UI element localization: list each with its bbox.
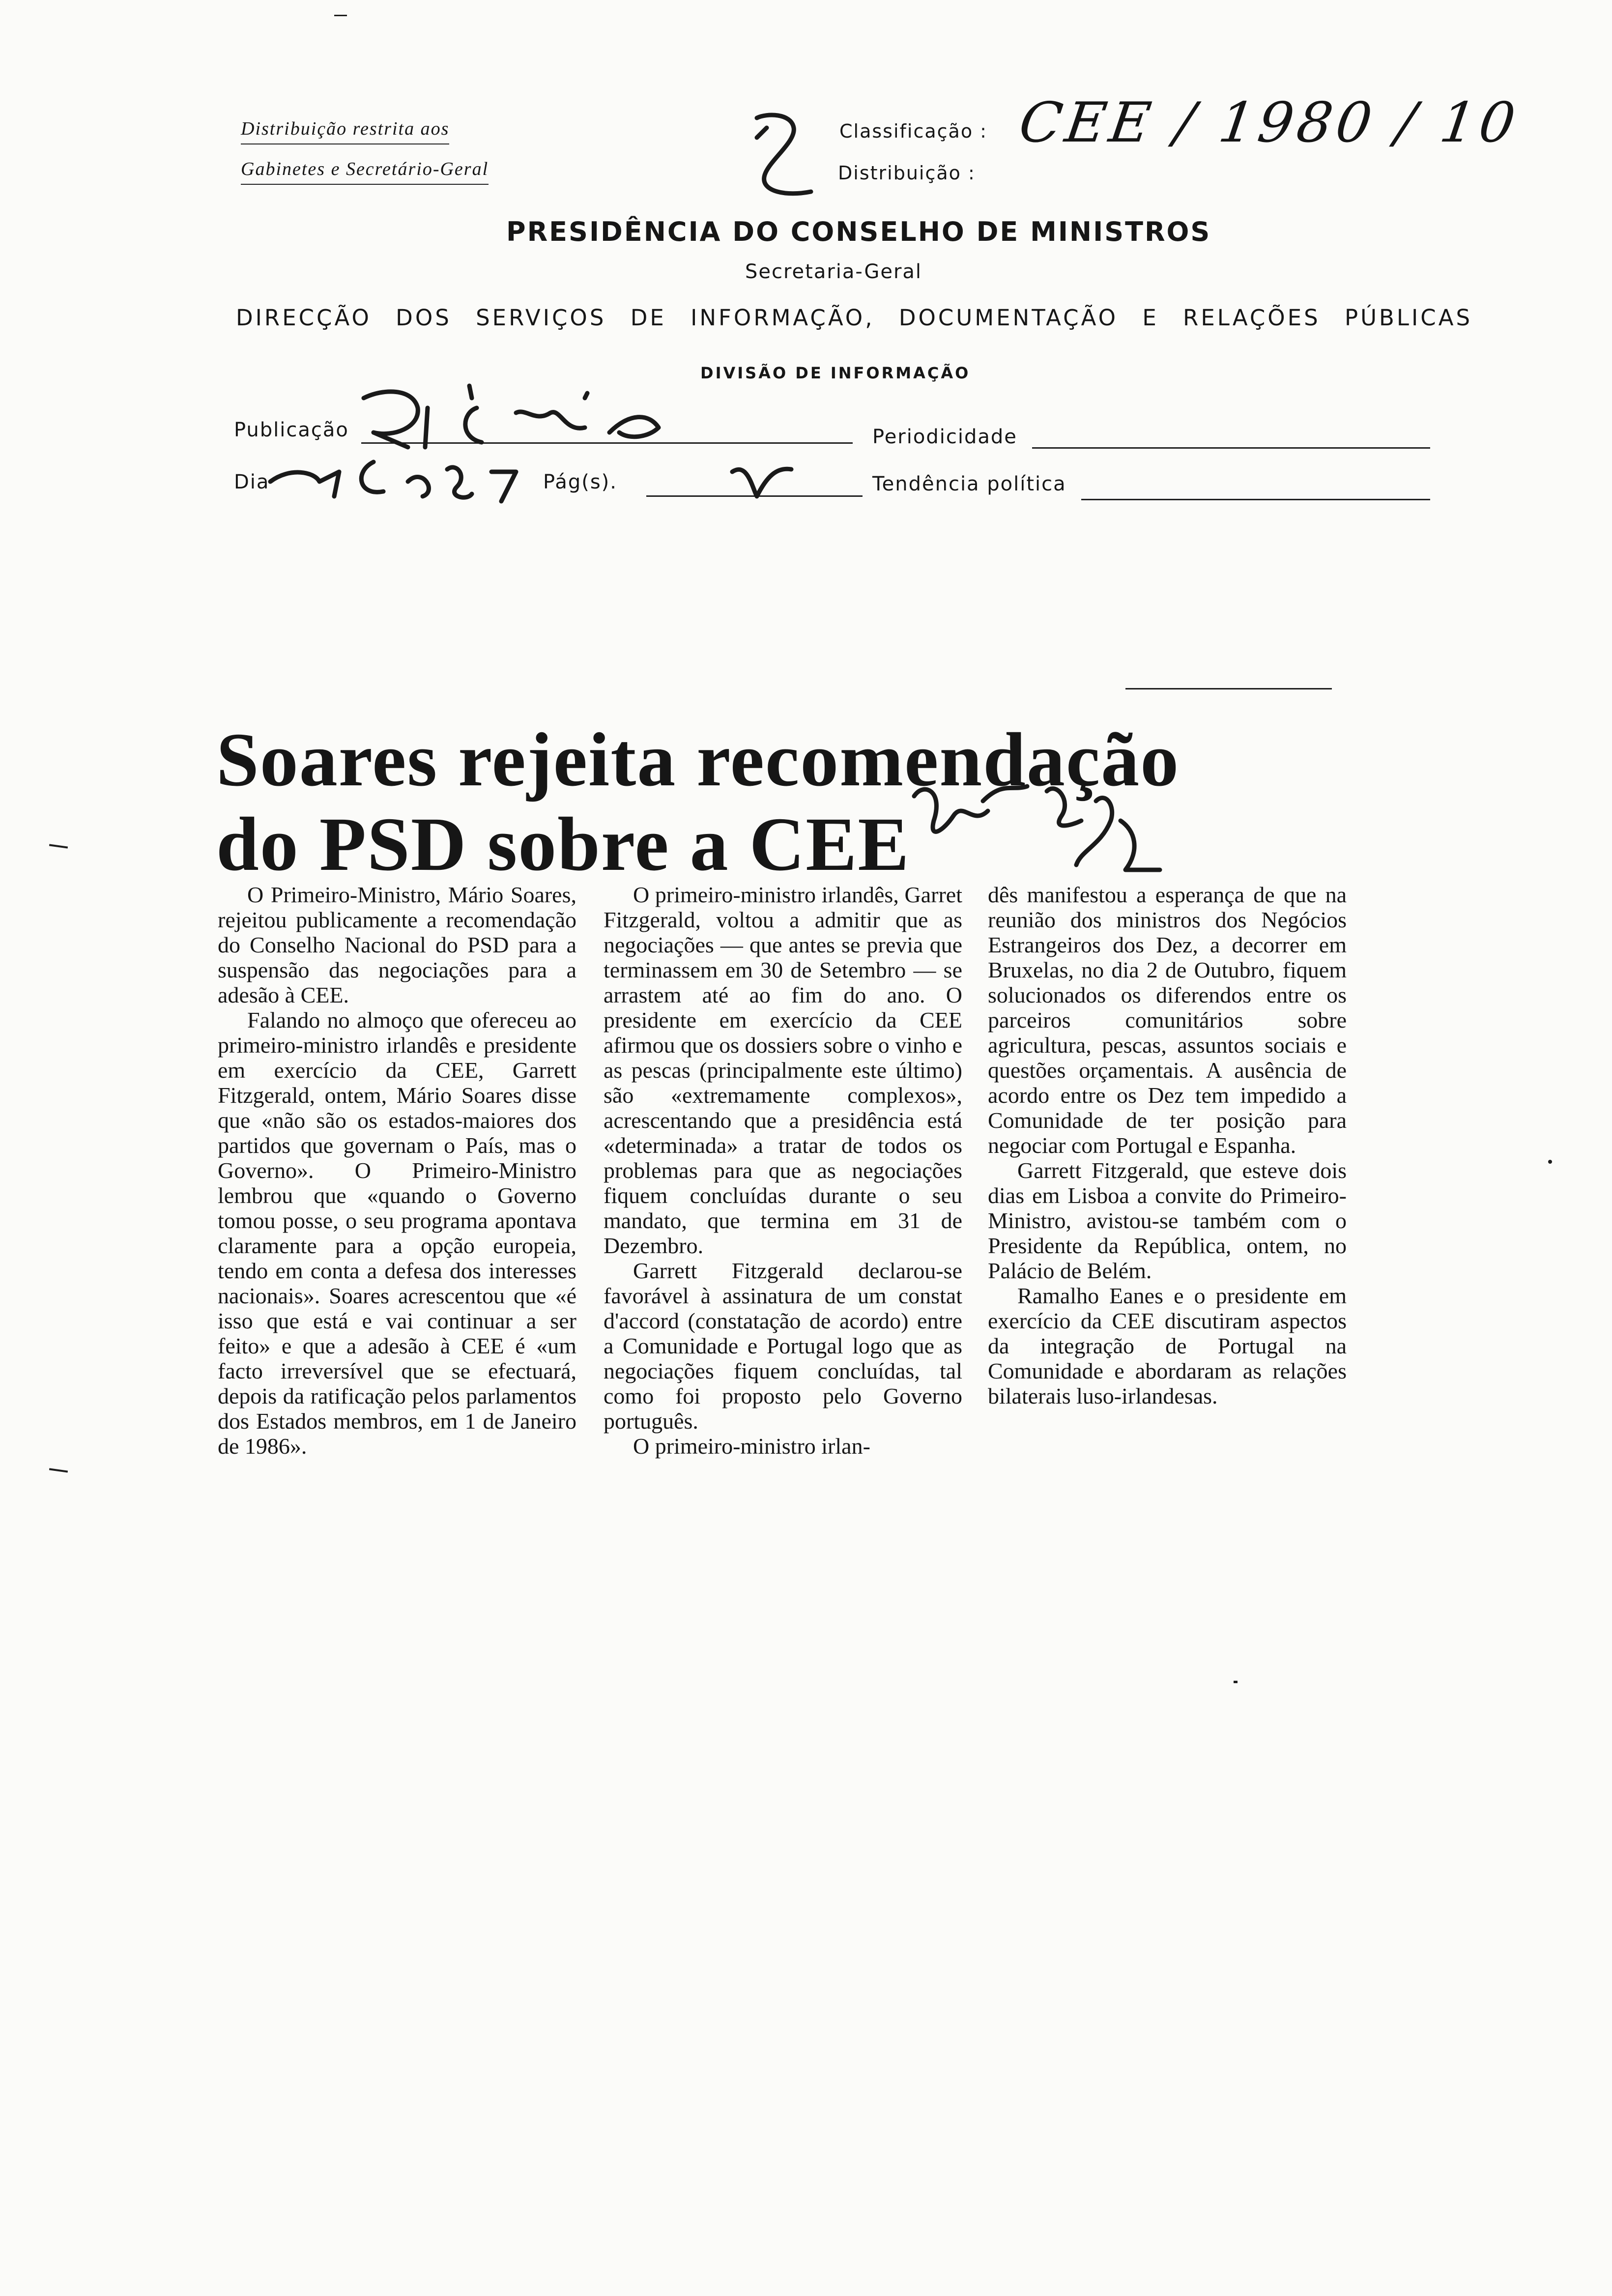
col3-paragraph-3: Ramalho Eanes e o presidente em exercício da CEE discutiram aspectos da integração de Portugal na Comunidade e abordaram as relações bilaterais luso-irlandesas. (988, 1283, 1347, 1408)
direccao-title: DIRECÇÃO DOS SERVIÇOS DE INFORMAÇÃO, DOCUMENTAÇÃO E RELAÇÕES PÚBLICAS (236, 305, 1473, 331)
tendencia-label: Tendência política (872, 473, 1066, 495)
dia-handwriting-icon (260, 442, 536, 511)
distribuicao-label: Distribuição : (838, 162, 976, 184)
article-column-2 (604, 882, 962, 1459)
col1-paragraph-2: Falando no almoço que ofereceu ao primeiro-ministro irlandês e presidente em exercício da CEE, Garrett Fitzgerald, ontem, Mário Soares disse que «não são os estados-maiores dos partidos que governam o País, mas o Governo». O Primeiro-Ministro lembrou que «quando o Governo tomou posse, o seu programa apontava claramente para a opção europeia, tendo em conta a defesa dos interesses nacionais». Soares acrescentou que «é isso que está e vai continuar a ser feito» e que a adesão à CEE é «um facto irreversível que se efectuará, depois da ratificação pelos parlamentos dos Estados membros, em 1 de Janeiro de 1986». (218, 1007, 576, 1459)
secretaria-subtitle: Secretaria-Geral (745, 260, 922, 283)
scan-mark (1234, 1681, 1238, 1683)
col2-paragraph-2: Garrett Fitzgerald declarou-se favorável à assinatura de um constat d'accord (constatação de acordo) entre a Comunidade e Portugal logo que as negociações fiquem concluídas, tal como foi proposto pelo Governo português. (604, 1258, 962, 1434)
headline-line-2: do PSD sobre a CEE (216, 802, 910, 887)
classificacao-label: Classificação : (839, 120, 987, 142)
dia-label: Dia (234, 471, 270, 493)
headline-line-1: Soares rejeita recomendação (216, 717, 1180, 802)
restriction-underline-2 (241, 184, 489, 185)
periodicidade-label: Periodicidade (872, 426, 1017, 448)
restriction-notice (241, 118, 449, 140)
restriction-notice-2 (241, 158, 489, 180)
scan-mark (49, 844, 68, 848)
scan-mark (49, 1468, 68, 1472)
publicacao-label: Publicação (234, 419, 349, 441)
periodicidade-line (1032, 447, 1430, 449)
col3-paragraph-2: Garrett Fitzgerald, que esteve dois dias em Lisboa a convite do Primeiro-Ministro, avistou-se também com o Presidente da República, ontem, no Palácio de Belém. (988, 1158, 1347, 1283)
pags-handwriting-icon (722, 457, 801, 506)
divisao-title: DIVISÃO DE INFORMAÇÃO (700, 364, 971, 382)
col3-paragraph-1: dês manifestou a esperança de que na reunião dos ministros dos Negócios Estrangeiros dos Dez, a decorrer em Bruxelas, no dia 2 de Outubro, fiquem solucionados os diferendos entre os parceiros comunitários sobre agricultura, pescas, assuntos sociais e questões orçamentais. A ausência de acordo entre os Dez tem impedido a Comunidade de ter posição para negociar com Portugal e Espanha. (988, 882, 1347, 1158)
scan-mark (334, 15, 347, 16)
article-rule (1125, 688, 1332, 689)
restriction-line-2: Gabinetes e Secretário-Geral (241, 159, 489, 179)
col2-paragraph-3: O primeiro-ministro irlan- (633, 1434, 870, 1459)
tendencia-line (1081, 499, 1430, 500)
classificacao-value: CEE / 1980 / 10 (1015, 91, 1523, 155)
article-column-1 (218, 882, 576, 1459)
col1-paragraph-1: O Primeiro-Ministro, Mário Soares, rejeitou publicamente a recomendação do Conselho Nacional do PSD para a suspensão das negociações para a adesão à CEE. (218, 882, 576, 1007)
headline-handwriting-icon (904, 772, 1219, 885)
presidencia-title: PRESIDÊNCIA DO CONSELHO DE MINISTROS (506, 216, 1211, 247)
restriction-line-1: Distribuição restrita aos (241, 118, 450, 139)
pags-label: Pág(s). (543, 471, 617, 493)
handwritten-mark-icon (737, 108, 816, 206)
col2-paragraph-1: O primeiro-ministro irlandês, Garret Fitzgerald, voltou a admitir que as negociações — que antes se previa que terminassem em 30 de Setembro — se arrastem até ao fim do ano. O presidente em exercício da CEE afirmou que os dossiers sobre o vinho e as pescas (principalmente este último) são «extremamente complexos», acrescentando que a presidência está «determinada» a tratar de todos os problemas para que as negociações fiquem concluídas durante o seu mandato, que termina em 31 de Dezembro. (604, 882, 962, 1258)
scan-mark (1548, 1160, 1552, 1164)
article-column-3 (988, 882, 1347, 1408)
